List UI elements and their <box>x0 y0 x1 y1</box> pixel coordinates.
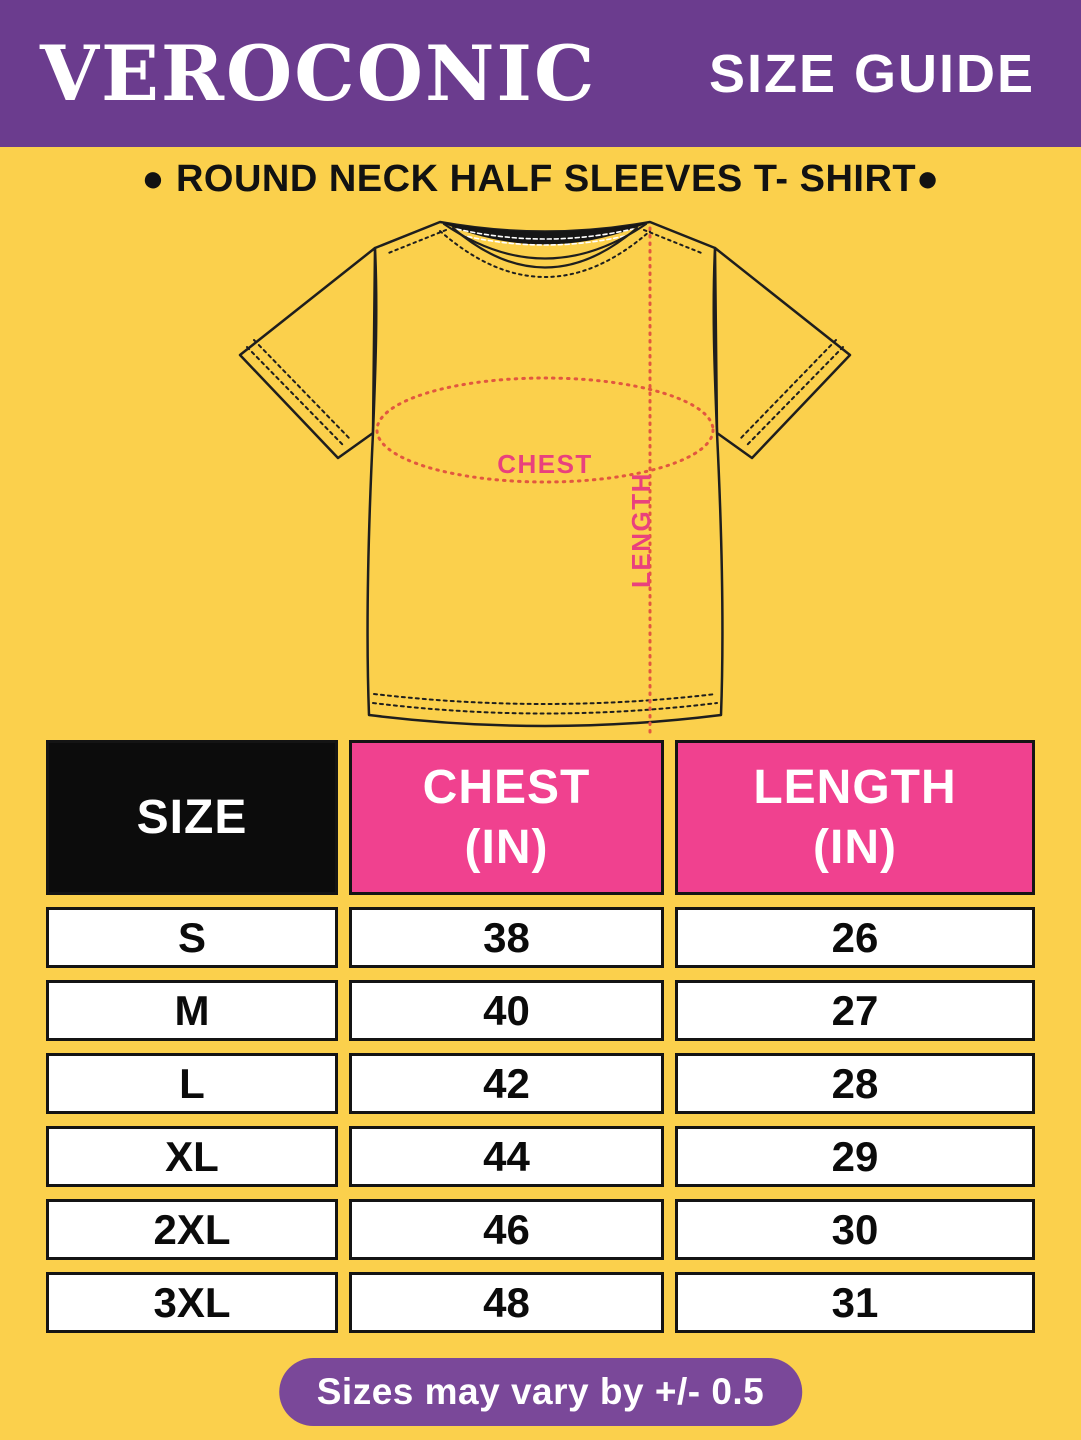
left-sleeve <box>240 248 375 458</box>
size-cell: L <box>46 1053 338 1114</box>
column-header-length-label: LENGTH <box>753 760 957 814</box>
chest-label: CHEST <box>497 449 593 479</box>
brand-logo: VEROCONIC <box>40 28 597 118</box>
size-variance-note: Sizes may vary by +/- 0.5 <box>279 1358 803 1426</box>
column-header-chest-label: CHEST <box>422 760 591 814</box>
size-cell: 2XL <box>46 1199 338 1260</box>
column-header-length-unit: (IN) <box>813 820 897 874</box>
chest-cell: 44 <box>349 1126 664 1187</box>
size-cell: XL <box>46 1126 338 1187</box>
column-header-chest <box>349 740 664 895</box>
length-label: LENGTH <box>626 472 656 588</box>
column-header-chest-unit: (IN) <box>464 820 549 874</box>
size-cell: M <box>46 980 338 1041</box>
length-cell: 31 <box>675 1272 1035 1333</box>
chest-cell: 46 <box>349 1199 664 1260</box>
length-cell: 27 <box>675 980 1035 1041</box>
size-table <box>46 740 1035 1333</box>
column-header-size-label: SIZE <box>136 790 248 844</box>
tshirt-diagram <box>195 205 895 740</box>
chest-cell: 40 <box>349 980 664 1041</box>
length-cell: 30 <box>675 1199 1035 1260</box>
chest-cell: 42 <box>349 1053 664 1114</box>
size-guide-title: SIZE GUIDE <box>708 43 1035 104</box>
length-cell: 26 <box>675 907 1035 968</box>
length-cell: 29 <box>675 1126 1035 1187</box>
column-header-size <box>46 740 338 895</box>
length-cell: 28 <box>675 1053 1035 1114</box>
size-cell: 3XL <box>46 1272 338 1333</box>
chest-cell: 48 <box>349 1272 664 1333</box>
header-bar <box>0 0 1081 147</box>
column-header-length <box>675 740 1035 895</box>
size-cell: S <box>46 907 338 968</box>
product-subtitle: ● ROUND NECK HALF SLEEVES T- SHIRT● <box>141 158 940 200</box>
right-sleeve <box>715 248 850 458</box>
chest-cell: 38 <box>349 907 664 968</box>
